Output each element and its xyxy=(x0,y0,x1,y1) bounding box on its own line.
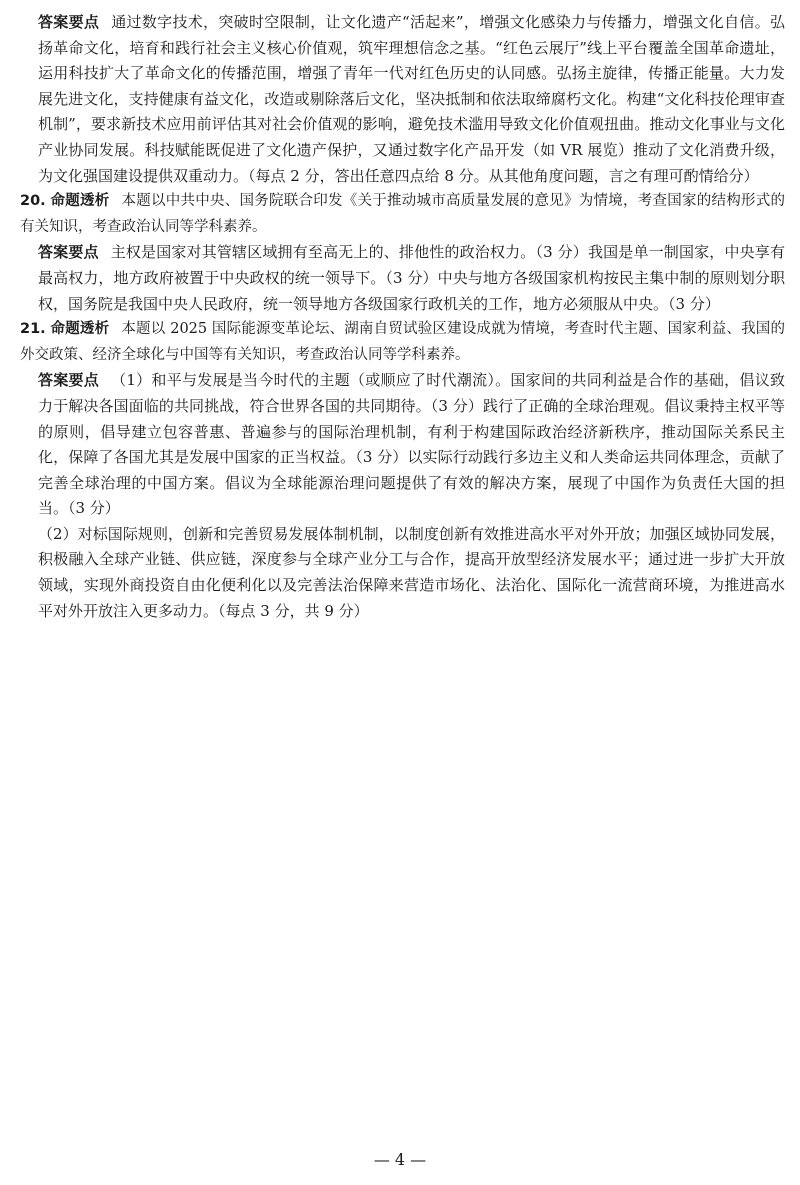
answer-text: 主权是国家对其管辖区域拥有至高无上的、排他性的政治权力。（3 分）我国是单一制国家，中央享有最高权力，地方政府被置于中央政权的统一领导下。（3 分）中央与地方各级国家机构按民主集中制的原则划分职权，国务院是我国中央人民政府，统一领导地方各级国家行政机关的工作，地方必须服从中央。（3 分） xyxy=(38,243,785,313)
analysis-heading: 命题透析 xyxy=(50,321,110,338)
q21-answer-paragraph-1 xyxy=(38,368,785,522)
q19-answer-paragraph xyxy=(38,10,785,189)
analysis-heading: 命题透析 xyxy=(50,193,110,210)
page-content xyxy=(20,10,785,624)
question-21 xyxy=(20,317,785,624)
answer-heading: 答案要点 xyxy=(38,371,100,390)
answer-text-part-1: （1）和平与发展是当今时代的主题（或顺应了时代潮流）。国家间的共同利益是合作的基础，倡议致力于解决各国面临的共同挑战，符合世界各国的共同期待。（3 分）践行了正确的全球治理观。倡议秉持主权平等的原则，倡导建立包容普惠、普遍参与的国际治理机制，有利于构建国际政治经济新秩序，推动国际关系民主化，保障了各国尤其是发展中国家的正当权益。（3 分）以实际行动践行多边主义和人类命运共同体理念，贡献了完善全球治理的中国方案。倡议为全球能源治理问题提供了有效的解决方案，展现了中国作为负责任大国的担当。（3 分） xyxy=(38,371,785,518)
q20-analysis xyxy=(20,189,785,240)
q21-analysis xyxy=(20,317,785,368)
q20-answer-paragraph xyxy=(38,240,785,317)
page-number: — 4 — xyxy=(373,1150,427,1169)
question-number: 20. xyxy=(20,193,46,210)
answer-heading: 答案要点 xyxy=(38,243,99,262)
answer-heading: 答案要点 xyxy=(38,13,100,31)
q20-answer-block xyxy=(20,240,785,317)
q21-answer-paragraph-2: （2）对标国际规则，创新和完善贸易发展体制机制，以制度创新有效推进高水平对外开放；加强区域协同发展，积极融入全球产业链、供应链，深度参与全球产业分工与合作，提高开放型经济发展水平；通过进一步扩大开放领域，实现外商投资自由化便利化以及完善法治保障来营造市场化、法治化、国际化一流营商环境，为推进高水平对外开放注入更多动力。（每点 3 分，共 9 分） xyxy=(38,524,785,620)
question-number: 21. xyxy=(20,321,46,338)
q19-answer-block xyxy=(20,10,785,189)
question-20 xyxy=(20,189,785,317)
analysis-text: 本题以中共中央、国务院联合印发《关于推动城市高质量发展的意见》为情境，考查国家的结构形式的有关知识，考查政治认同等学科素养。 xyxy=(20,193,786,235)
answer-text: 通过数字技术，突破时空限制，让文化遗产“活起来”，增强文化感染力与传播力，增强文化自信。弘扬革命文化，培育和践行社会主义核心价值观，筑牢理想信念之基。“红色云展厅”线上平台覆盖全国革命遗址，运用科技扩大了革命文化的传播范围，增强了青年一代对红色历史的认同感。弘扬主旋律，传播正能量。大力发展先进文化，支持健康有益文化，改造或剔除落后文化，坚决抵制和依法取缔腐朽文化。构建“文化科技伦理审查机制”，要求新技术应用前评估其对社会价值观的影响，避免技术滥用导致文化价值观扭曲。推动文化事业与文化产业协同发展。科技赋能既促进了文化遗产保护，又通过数字化产品开发（如 VR 展览）推动了文化消费升级，为文化强国建设提供双重动力。（每点 2 分，答出任意四点给 8 分。从其他角度问题，言之有理可酌情给分） xyxy=(38,13,785,185)
analysis-text: 本题以 2025 国际能源变革论坛、湖南自贸试验区建设成就为情境，考查时代主题、国家利益、我国的外交政策、经济全球化与中国等有关知识，考查政治认同等学科素养。 xyxy=(20,321,786,363)
q21-answer-block xyxy=(20,368,785,624)
